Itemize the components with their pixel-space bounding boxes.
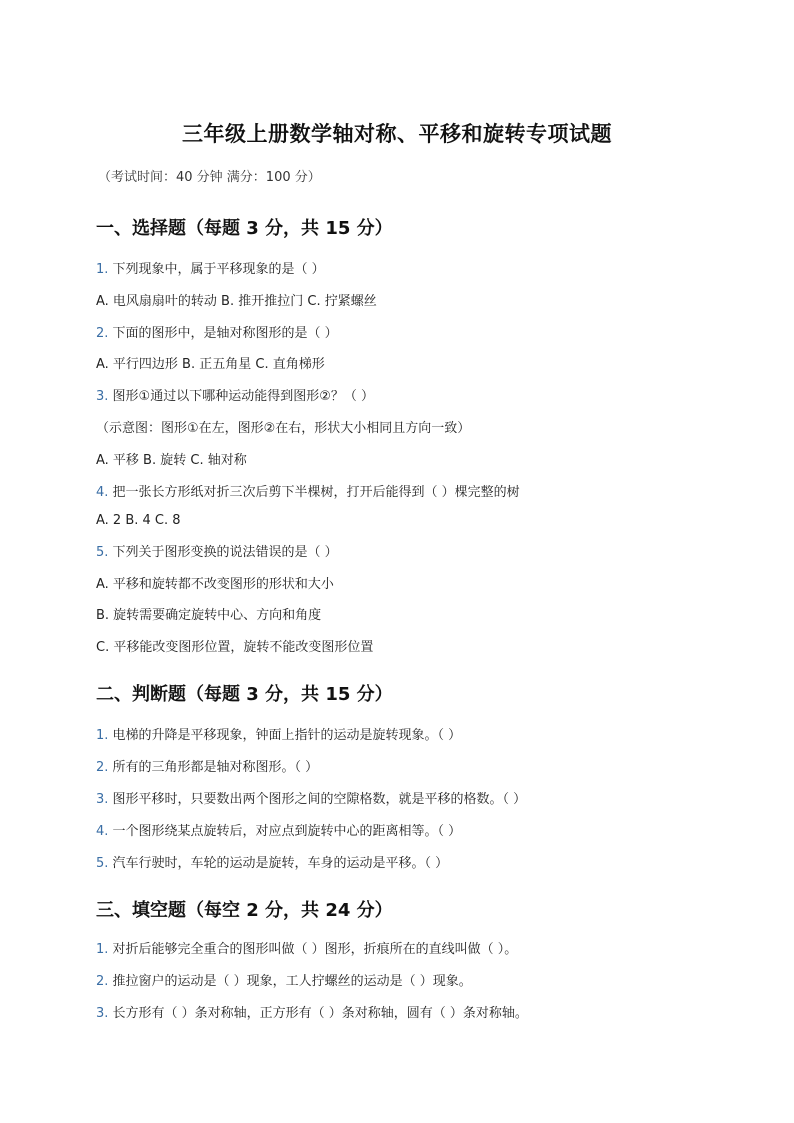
- option-line: A. 平行四边形 B. 正五角星 C. 直角梯形: [96, 357, 325, 372]
- question-number: 2.: [96, 326, 109, 341]
- option-line: A. 2 B. 4 C. 8: [96, 513, 181, 528]
- section-heading-judge: 二、判断题（每题 3 分，共 15 分）: [96, 684, 393, 705]
- question-number: 3.: [96, 1006, 109, 1021]
- question-text: 所有的三角形都是轴对称图形。（ ）: [108, 760, 319, 775]
- question-item: [96, 756, 318, 775]
- question-text: 推拉窗户的运动是（ ）现象，工人拧螺丝的运动是（ ）现象。: [108, 974, 472, 989]
- question-text: 下列关于图形变换的说法错误的是（ ）: [108, 545, 338, 560]
- question-text: 图形①通过以下哪种运动能得到图形②？（ ）: [108, 389, 374, 404]
- page-title: 三年级上册数学轴对称、平移和旋转专项试题: [182, 122, 612, 146]
- question-item: [96, 852, 448, 871]
- question-text: 电梯的升降是平移现象，钟面上指针的运动是旋转现象。（ ）: [108, 728, 462, 743]
- question-text: 一个图形绕某点旋转后，对应点到旋转中心的距离相等。（ ）: [108, 824, 462, 839]
- option-line: C. 平移能改变图形位置，旋转不能改变图形位置: [96, 640, 374, 655]
- question-item: [96, 724, 461, 743]
- option-line: B. 旋转需要确定旋转中心、方向和角度: [96, 608, 322, 623]
- question-item: [96, 385, 374, 404]
- question-item: [96, 322, 338, 341]
- question-text: 下列现象中，属于平移现象的是（ ）: [108, 262, 325, 277]
- question-text: 长方形有（ ）条对称轴，正方形有（ ）条对称轴，圆有（ ）条对称轴。: [108, 1006, 528, 1021]
- question-number: 2.: [96, 760, 109, 775]
- question-item: [96, 1002, 528, 1021]
- question-item: [96, 820, 461, 839]
- question-number: 3.: [96, 792, 109, 807]
- option-line: A. 平移 B. 旋转 C. 轴对称: [96, 453, 247, 468]
- question-number: 4.: [96, 824, 109, 839]
- exam-info: （考试时间：40 分钟 满分：100 分）: [98, 170, 321, 185]
- question-text: 图形平移时，只要数出两个图形之间的空隙格数，就是平移的格数。（ ）: [108, 792, 527, 807]
- question-text: 把一张长方形纸对折三次后剪下半棵树，打开后能得到（ ）棵完整的树: [108, 485, 520, 500]
- question-number: 1.: [96, 262, 109, 277]
- question-text: 下面的图形中，是轴对称图形的是（ ）: [108, 326, 338, 341]
- option-line: A. 电风扇扇叶的转动 B. 推开推拉门 C. 拧紧螺丝: [96, 294, 377, 309]
- question-item: [96, 481, 520, 500]
- question-note: （示意图：图形①在左，图形②在右，形状大小相同且方向一致）: [96, 421, 471, 436]
- question-item: [96, 788, 526, 807]
- question-item: [96, 938, 517, 957]
- question-item: [96, 970, 472, 989]
- question-number: 3.: [96, 389, 109, 404]
- section-heading-choice: 一、选择题（每题 3 分，共 15 分）: [96, 218, 393, 239]
- question-number: 1.: [96, 942, 109, 957]
- option-line: A. 平移和旋转都不改变图形的形状和大小: [96, 577, 334, 592]
- question-number: 5.: [96, 856, 109, 871]
- question-text: 对折后能够完全重合的图形叫做（ ）图形，折痕所在的直线叫做（ ）。: [108, 942, 518, 957]
- question-item: [96, 258, 325, 277]
- question-number: 1.: [96, 728, 109, 743]
- question-number: 4.: [96, 485, 109, 500]
- section-heading-fill: 三、填空题（每空 2 分，共 24 分）: [96, 900, 393, 921]
- question-item: [96, 541, 338, 560]
- question-number: 2.: [96, 974, 109, 989]
- question-number: 5.: [96, 545, 109, 560]
- question-text: 汽车行驶时，车轮的运动是旋转，车身的运动是平移。（ ）: [108, 856, 449, 871]
